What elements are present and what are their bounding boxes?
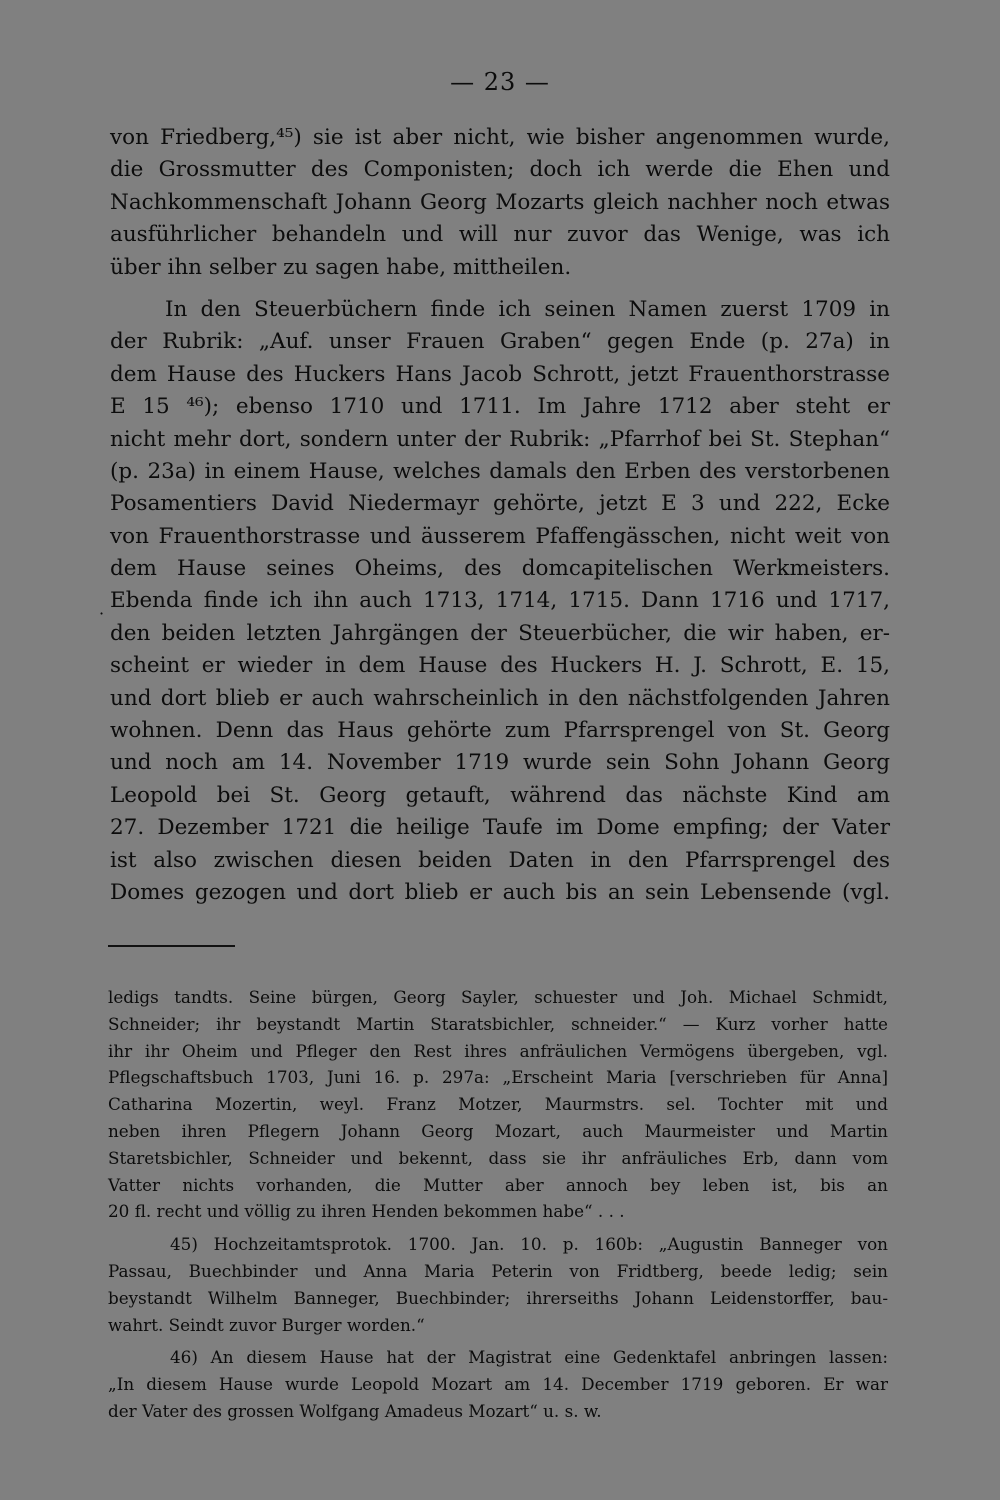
body-line: und noch am 14. November 1719 wurde sein Sohn Johann Georg — [110, 750, 890, 776]
body-line: über ihn selber zu sagen habe, mittheilen. — [110, 254, 572, 280]
body-line: Domes gezogen und dort blieb er auch bis an sein Lebensende (vgl. — [110, 879, 890, 905]
body-line: Nachkommenschaft Johann Georg Mozarts gleich nachher noch etwas — [110, 189, 890, 215]
footnote-46: 46) An diesem Hause hat der Magistrat eine Gedenktafel anbringen lassen: — [170, 1347, 888, 1368]
body-line: die Grossmutter des Componisten; doch ich werde die Ehen und — [110, 157, 890, 183]
footnote-line: Catharina Mozertin, weyl. Franz Motzer, Maurmstrs. sel. Tochter mit und — [108, 1094, 888, 1115]
footnote-line: Vatter nichts vorhanden, die Mutter aber annoch bey leben ist, bis an — [108, 1174, 888, 1195]
body-line: den beiden letzten Jahrgängen der Steuerbücher, die wir haben, er- — [110, 620, 890, 646]
footnote-line: wahrt. Seindt zuvor Burger worden.“ — [108, 1314, 425, 1335]
body-line: ist also zwischen diesen beiden Daten in den Pfarrsprengel des — [110, 847, 890, 873]
body-line: von Friedberg,⁴⁵) sie ist aber nicht, wie bisher angenommen wurde, — [110, 125, 890, 150]
footnote-line: ledigs tandts. Seine bürgen, Georg Sayler, schuester und Joh. Michael Schmidt, — [108, 987, 888, 1007]
footnote-line: Staretsbichler, Schneider und bekennt, dass sie ihr anfräuliches Erb, dann vom — [108, 1147, 888, 1168]
body-line: Ebenda finde ich ihn auch 1713, 1714, 1715. Dann 1716 und 1717, — [110, 588, 890, 614]
footnote-45: 45) Hochzeitamtsprotok. 1700. Jan. 10. p. 160b: „Augustin Banneger von — [170, 1234, 888, 1255]
body-line: E 15 ⁴⁶); ebenso 1710 und 1711. Im Jahre 1712 aber steht er — [110, 394, 890, 420]
body-line: dem Hause des Huckers Hans Jacob Schrott, jetzt Frauenthorstrasse — [110, 361, 890, 387]
body-line: nicht mehr dort, sondern unter der Rubrik: „Pfarrhof bei St. Stephan“ — [110, 426, 890, 452]
body-line: 27. Dezember 1721 die heilige Taufe im Dome empfing; der Vater — [110, 815, 890, 841]
footnote-line: ihr ihr Oheim und Pfleger den Rest ihres anfräulichen Vermögens übergeben, vgl. — [108, 1040, 888, 1061]
footnote-line: „In diesem Hause wurde Leopold Mozart am 14. December 1719 geboren. Er war — [108, 1374, 888, 1395]
body-line: scheint er wieder in dem Hause des Huckers H. J. Schrott, E. 15, — [110, 653, 890, 679]
body-line: und dort blieb er auch wahrscheinlich in den nächstfolgenden Jahren — [110, 685, 890, 711]
footnote-line: Pflegschaftsbuch 1703, Juni 16. p. 297a: „Erscheint Maria [verschrieben für Anna] — [108, 1067, 888, 1088]
footnote-line: Schneider; ihr beystandt Martin Staratsbichler, schneider.“ — Kurz vorher hatte — [108, 1013, 888, 1034]
body-line: wohnen. Denn das Haus gehörte zum Pfarrsprengel von St. Georg — [110, 718, 890, 744]
body-line: dem Hause seines Oheims, des domcapitelischen Werkmeisters. — [110, 556, 890, 582]
body-line: ausführlicher behandeln und will nur zuvor das Wenige, was ich — [110, 222, 890, 248]
main-text — [110, 122, 890, 909]
body-line: (p. 23a) in einem Hause, welches damals den Erben des verstorbenen — [110, 458, 890, 484]
footnote-line: Passau, Buechbinder und Anna Maria Peterin von Fridtberg, beede ledig; sein — [108, 1260, 888, 1281]
paragraph-gap — [110, 284, 890, 294]
footnote-line: der Vater des grossen Wolfgang Amadeus Mozart“ u. s. w. — [108, 1400, 602, 1421]
footnote-line: neben ihren Pflegern Johann Georg Mozart, auch Maurmeister und Martin — [108, 1120, 888, 1141]
page-number: — 23 — — [450, 68, 550, 96]
body-line: In den Steuerbüchern finde ich seinen Namen zuerst 1709 in — [165, 296, 890, 322]
footnote-line: 20 fl. recht und völlig zu ihren Henden bekommen habe“ . . . — [108, 1201, 625, 1222]
body-line: Leopold bei St. Georg getauft, während das nächste Kind am — [110, 782, 890, 808]
body-line: von Frauenthorstrasse und äusserem Pfaffengässchen, nicht weit von — [110, 523, 890, 549]
body-line: der Rubrik: „Auf. unser Frauen Graben“ gegen Ende (p. 27a) in — [110, 329, 890, 355]
body-line: Posamentiers David Niedermayr gehörte, jetzt E 3 und 222, Ecke — [110, 491, 890, 517]
footnotes — [108, 984, 888, 1425]
footnote-line: beystandt Wilhelm Banneger, Buechbinder; ihrerseiths Johann Leidenstorffer, bau- — [108, 1287, 888, 1308]
margin-mark: · — [99, 604, 105, 623]
footnote-separator — [108, 945, 235, 947]
